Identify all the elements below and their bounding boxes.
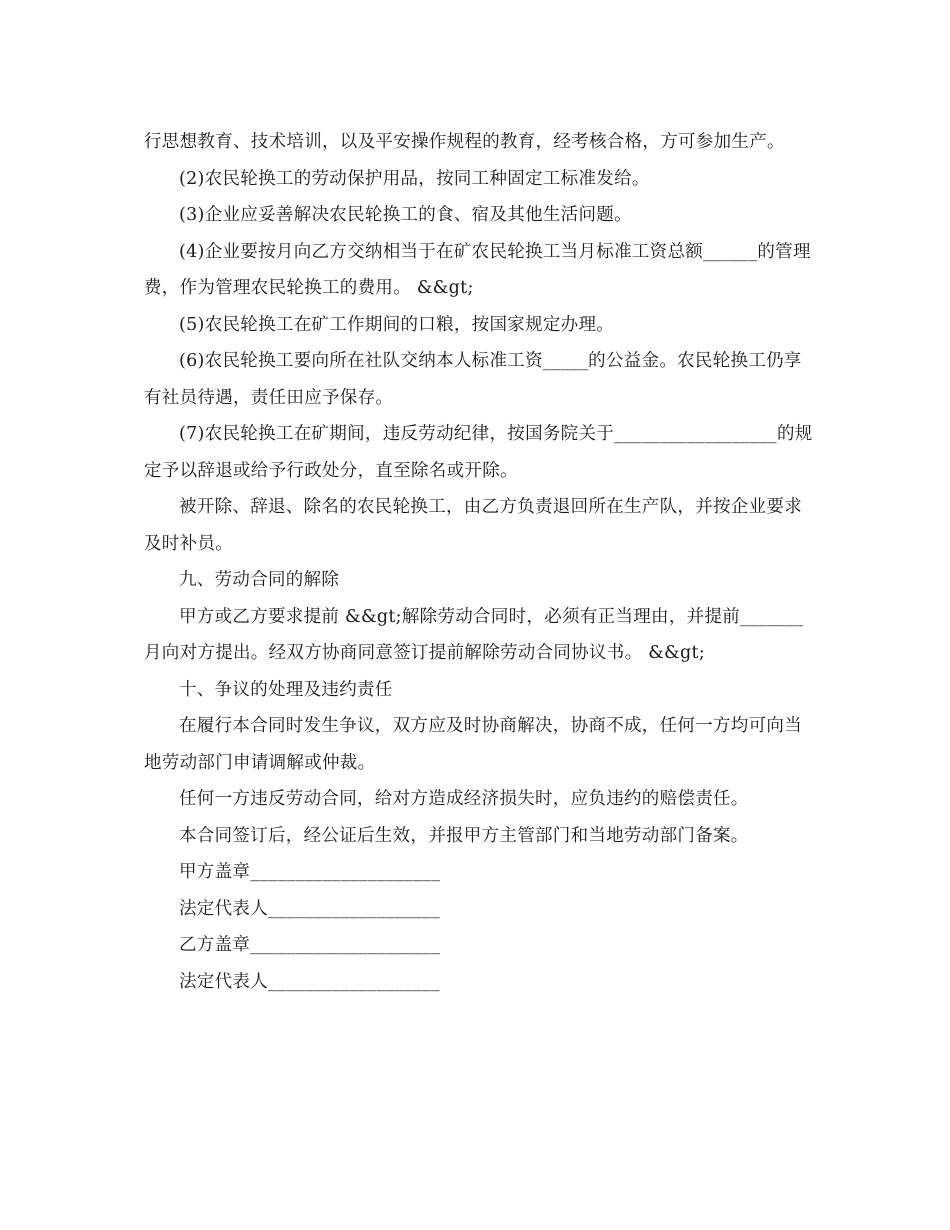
paragraph-item-6-public-welfare-fund: (6)农民轮换工要向所在社队交纳本人标准工资_____的公益金。农民轮换工仍享有社员待遇，责任田应予保存。 (144, 351, 802, 408)
paragraph-item-3-living-conditions: (3)企业应妥善解决农民轮换工的食、宿及其他生活问题。 (179, 205, 632, 225)
section-heading-10-disputes: 十、争议的处理及违约责任 (179, 679, 393, 700)
paragraph-dismissal-return: 被开除、辞退、除名的农民轮换工，由乙方负责退回所在生产队，并按企业要求及时补员。 (144, 497, 802, 554)
signature-line-party-a-representative: 法定代表人___________________ (179, 898, 440, 919)
signature-line-party-b-representative: 法定代表人___________________ (179, 971, 440, 992)
document-body (144, 124, 816, 1000)
paragraph-breach-liability: 任何一方违反劳动合同，给对方造成经济损失时，应负违约的赔偿责任。 (179, 789, 749, 809)
paragraph-item-5-grain-ration: (5)农民轮换工在矿工作期间的口粮，按国家规定办理。 (179, 314, 615, 335)
paragraph-dispute-resolution: 在履行本合同时发生争议，双方应及时协商解决，协商不成，任何一方均可向当地劳动部门申请调解或仲裁。 (144, 716, 802, 773)
paragraph-item-2-protective-gear: (2)农民轮换工的劳动保护用品，按同工种固定工标准发给。 (179, 168, 650, 189)
paragraph-item-4-management-fee: (4)企业要按月向乙方交纳相当于在矿农民轮换工当月标准工资总额______的管理费，作为管理农民轮换工的费用。 &&gt; (144, 241, 811, 298)
paragraph-early-termination: 甲方或乙方要求提前 &&gt;解除劳动合同时，必须有正当理由，并提前_______月向对方提出。经双方协商同意签订提前解除劳动合同协议书。 &&gt; (144, 606, 804, 663)
section-heading-9-termination: 九、劳动合同的解除 (179, 570, 340, 590)
signature-line-party-b-seal: 乙方盖章_____________________ (179, 935, 441, 955)
paragraph-training-continuation: 行思想教育、技术培训，以及平安操作规程的教育，经考核合格，方可参加生产。 (144, 132, 785, 152)
signature-line-party-a-seal: 甲方盖章_____________________ (179, 862, 441, 882)
paragraph-effective-filing: 本合同签订后，经公证后生效，并报甲方主管部门和当地劳动部门备案。 (179, 825, 749, 846)
paragraph-item-7-labor-discipline: (7)农民轮换工在矿期间，违反劳动纪律，按国务院关于__________________的规定予以辞退或给予行政处分，直至除名或开除。 (144, 424, 813, 481)
